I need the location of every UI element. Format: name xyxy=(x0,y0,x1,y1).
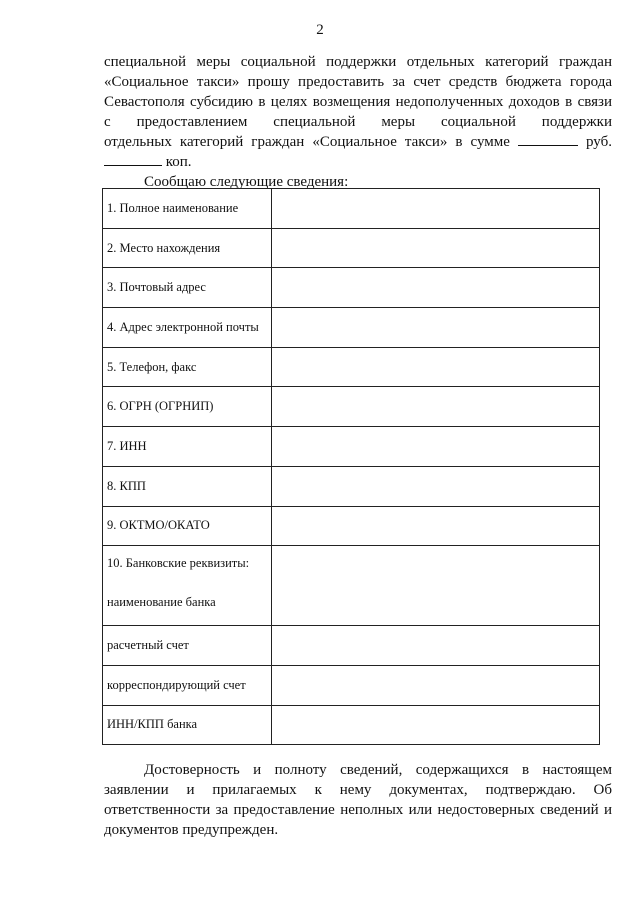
table-row xyxy=(103,626,600,666)
row-value-field[interactable] xyxy=(272,387,600,427)
row-label: расчетный счет xyxy=(103,626,272,666)
rub-label: руб. xyxy=(586,134,612,150)
table-row-bank xyxy=(103,546,600,626)
table-row xyxy=(103,347,600,387)
row-label: 1. Полное наименование xyxy=(103,189,272,229)
table-row xyxy=(103,268,600,308)
intro-line: с предоставлением специальной меры социальной поддержки xyxy=(104,114,612,130)
intro-paragraph xyxy=(104,52,612,192)
row-value-field[interactable] xyxy=(272,308,600,348)
row-label: 6. ОГРН (ОГРНИП) xyxy=(103,387,272,427)
bank-header: 10. Банковские реквизиты: xyxy=(107,556,250,571)
table-row xyxy=(103,705,600,745)
intro-line: специальной меры социальной поддержки отдельных категорий граждан xyxy=(104,54,612,70)
table-row xyxy=(103,308,600,348)
row-value-field[interactable] xyxy=(272,626,600,666)
row-label: 2. Место нахождения xyxy=(103,228,272,268)
bank-details-label xyxy=(103,546,272,626)
intro-line-kop xyxy=(104,152,612,172)
certification-paragraph xyxy=(104,760,612,840)
row-value-field[interactable] xyxy=(272,427,600,467)
row-label: 5. Телефон, факс xyxy=(103,347,272,387)
bank-name-label: наименование банка xyxy=(107,595,216,610)
kop-label: коп. xyxy=(165,154,192,170)
bank-name-field[interactable] xyxy=(272,546,600,626)
row-value-field[interactable] xyxy=(272,506,600,546)
table-row xyxy=(103,427,600,467)
intro-line: Севастополя субсидию в целях возмещения недополученных доходов в связи xyxy=(104,94,612,110)
amount-kop-blank[interactable] xyxy=(104,153,162,166)
row-value-field[interactable] xyxy=(272,705,600,745)
table-row xyxy=(103,665,600,705)
table-row xyxy=(103,506,600,546)
info-table xyxy=(102,188,600,745)
table-row xyxy=(103,387,600,427)
page-number: 2 xyxy=(316,22,324,38)
intro-line-amount xyxy=(104,132,612,152)
row-label: 9. ОКТМО/ОКАТО xyxy=(103,506,272,546)
row-label: ИНН/КПП банка xyxy=(103,705,272,745)
row-value-field[interactable] xyxy=(272,268,600,308)
row-label: 7. ИНН xyxy=(103,427,272,467)
row-value-field[interactable] xyxy=(272,228,600,268)
table-row xyxy=(103,189,600,229)
certification-text: Достоверность и полноту сведений, содержащихся в настоящем заявлении и прилагаемых к нему документах, подтверждаю. Об ответственности за предоставление неполных или недостоверных сведений и документов предупрежден. xyxy=(104,762,612,838)
row-value-field[interactable] xyxy=(272,665,600,705)
table-row xyxy=(103,228,600,268)
intro-lead-in: Сообщаю следующие сведения: xyxy=(144,174,349,190)
row-value-field[interactable] xyxy=(272,189,600,229)
row-label: 8. КПП xyxy=(103,466,272,506)
row-label: корреспондирующий счет xyxy=(103,665,272,705)
row-value-field[interactable] xyxy=(272,347,600,387)
row-label: 4. Адрес электронной почты xyxy=(103,308,272,348)
amount-rub-blank[interactable] xyxy=(518,133,578,146)
row-value-field[interactable] xyxy=(272,466,600,506)
row-label: 3. Почтовый адрес xyxy=(103,268,272,308)
table-row xyxy=(103,466,600,506)
intro-line: «Социальное такси» прошу предоставить за счет средств бюджета города xyxy=(104,74,612,90)
intro-line-text: отдельных категорий граждан «Социальное такси» в сумме xyxy=(104,134,510,150)
